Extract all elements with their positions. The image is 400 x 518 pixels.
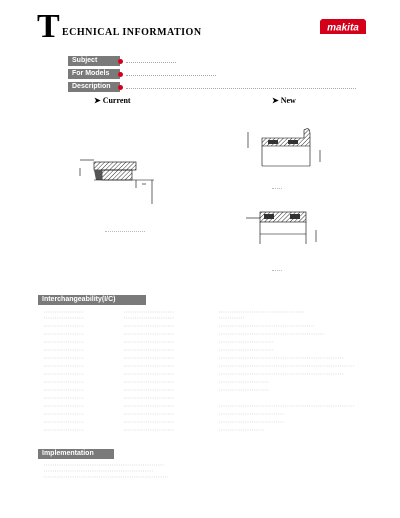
title-initial: T: [37, 8, 59, 45]
arrow-right-icon: ➤: [94, 96, 101, 105]
models-bullet-icon: [118, 72, 123, 77]
models-tag: [68, 69, 120, 79]
interchangeability-rows: [44, 310, 360, 436]
subject-label: Subject: [72, 57, 98, 64]
new-heading: [272, 96, 296, 105]
current-caption: [105, 228, 145, 232]
makita-logo: [318, 18, 368, 35]
models-label: For Models: [72, 70, 110, 77]
implementation-lines: [44, 462, 174, 480]
new-seal-diagram-bottom: [244, 204, 334, 264]
description-label: Description: [72, 83, 111, 90]
brand-logo-icon: [318, 18, 368, 35]
subject-bullet-icon: [118, 59, 123, 64]
current-seal-diagram: [74, 150, 164, 210]
subject-tag: [68, 56, 120, 66]
new-caption-top: [272, 186, 282, 189]
subject-value: [126, 59, 176, 63]
new-label: New: [280, 96, 296, 105]
models-value: [126, 72, 216, 76]
interchangeability-table: [44, 310, 360, 436]
svg-text:makita: makita: [327, 22, 359, 34]
current-label: Current: [102, 96, 131, 105]
new-caption-bottom: [272, 268, 282, 271]
description-bullet-icon: [118, 85, 123, 90]
page-title: ECHNICAL INFORMATION: [62, 27, 202, 38]
implementation-heading: Implementation: [38, 449, 114, 459]
interchangeability-heading: Interchangeability(I/C): [38, 295, 146, 305]
arrow-right-icon: ➤: [272, 96, 279, 105]
description-value: [126, 85, 356, 89]
current-heading: [94, 96, 131, 105]
new-seal-diagram-top: [244, 122, 334, 182]
description-tag: [68, 82, 120, 92]
